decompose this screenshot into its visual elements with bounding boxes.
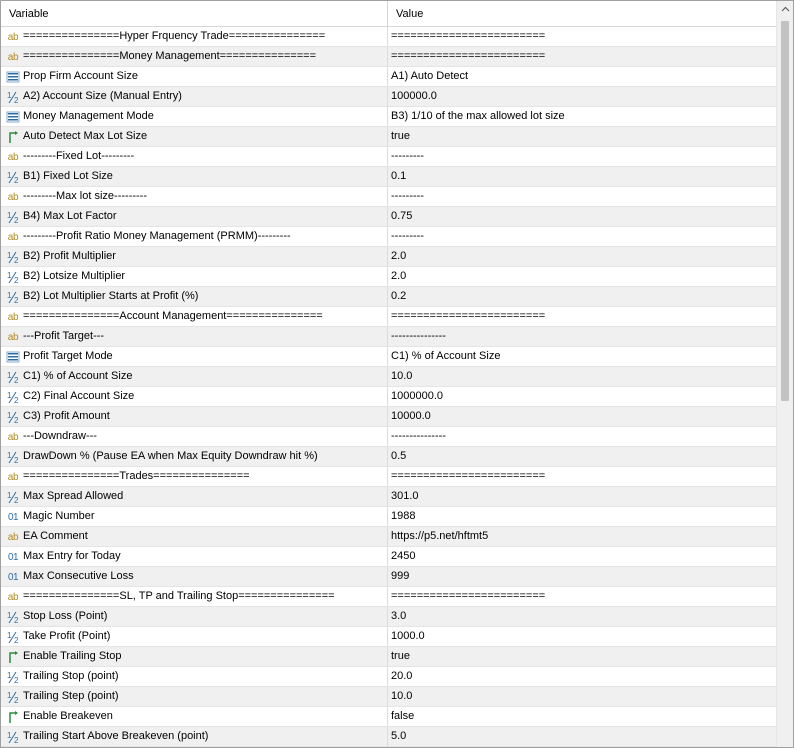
variable-cell — [1, 547, 388, 566]
value-cell[interactable]: 2450 — [391, 550, 416, 562]
variable-name: B4) Max Lot Factor — [23, 210, 117, 222]
variable-cell — [1, 207, 388, 226]
variable-name: Max Entry for Today — [23, 550, 121, 562]
variable-column-header[interactable]: Variable — [1, 1, 388, 27]
enum-type-icon — [6, 70, 20, 84]
table-row[interactable] — [1, 127, 777, 147]
value-cell[interactable]: 1000.0 — [391, 630, 425, 642]
table-row[interactable] — [1, 567, 777, 587]
vertical-scrollbar[interactable] — [776, 1, 793, 747]
bool-type-icon — [6, 130, 20, 144]
double-type-icon — [6, 630, 20, 644]
variable-cell — [1, 627, 388, 646]
string-type-icon: ab — [7, 591, 19, 603]
integer-type-icon: 01 — [7, 511, 19, 523]
table-row[interactable] — [1, 707, 777, 727]
value-cell[interactable]: B3) 1/10 of the max allowed lot size — [391, 110, 565, 122]
value-cell[interactable]: 0.5 — [391, 450, 407, 462]
variable-name: B1) Fixed Lot Size — [23, 170, 113, 182]
value-cell[interactable]: ======================== — [391, 310, 546, 322]
variable-name: ---------Profit Ratio Money Management (PRMM)--------- — [23, 230, 291, 242]
variable-name: Prop Firm Account Size — [23, 70, 138, 82]
svg-text:2: 2 — [14, 695, 19, 704]
string-type-icon: ab — [7, 311, 19, 323]
variable-name: DrawDown % (Pause EA when Max Equity Downdraw hit %) — [23, 450, 318, 462]
table-row[interactable] — [1, 227, 777, 247]
variable-cell — [1, 427, 388, 446]
variable-cell — [1, 407, 388, 426]
string-type-icon: ab — [7, 191, 19, 203]
value-cell[interactable]: C1) % of Account Size — [391, 350, 501, 362]
svg-text:2: 2 — [14, 455, 19, 464]
variable-cell — [1, 287, 388, 306]
variable-name: Enable Breakeven — [23, 710, 113, 722]
double-type-icon — [6, 610, 20, 624]
value-column-header[interactable]: Value — [396, 8, 424, 20]
table-row[interactable] — [1, 347, 777, 367]
double-type-icon — [6, 90, 20, 104]
svg-text:1: 1 — [7, 630, 12, 640]
svg-text:1: 1 — [7, 290, 12, 300]
value-cell[interactable]: ======================== — [391, 470, 546, 482]
variable-cell — [1, 87, 388, 106]
double-type-icon — [6, 670, 20, 684]
table-row[interactable] — [1, 327, 777, 347]
svg-text:1: 1 — [7, 170, 12, 180]
value-cell[interactable]: ======================== — [391, 590, 546, 602]
variable-name: ===============SL, TP and Trailing Stop=============== — [23, 590, 335, 602]
integer-type-icon: 01 — [7, 571, 19, 583]
table-row[interactable] — [1, 727, 777, 747]
table-row[interactable] — [1, 47, 777, 67]
value-cell[interactable]: --------------- — [391, 330, 446, 342]
table-row[interactable] — [1, 27, 777, 47]
string-type-icon: ab — [7, 331, 19, 343]
double-type-icon — [6, 690, 20, 704]
svg-text:2: 2 — [14, 615, 19, 624]
table-row[interactable] — [1, 147, 777, 167]
double-type-icon — [6, 450, 20, 464]
svg-text:2: 2 — [14, 95, 19, 104]
table-row[interactable] — [1, 447, 777, 467]
variable-cell — [1, 507, 388, 526]
variable-name: Profit Target Mode — [23, 350, 113, 362]
variable-cell — [1, 707, 388, 726]
svg-text:2: 2 — [14, 275, 19, 284]
variable-name: ---Downdraw--- — [23, 430, 97, 442]
svg-text:2: 2 — [14, 295, 19, 304]
enum-type-icon — [6, 110, 20, 124]
value-cell[interactable]: true — [391, 130, 410, 142]
variable-name: ===============Account Management=============== — [23, 310, 323, 322]
double-type-icon — [6, 410, 20, 424]
variable-name: B2) Lotsize Multiplier — [23, 270, 126, 282]
variable-name: ---Profit Target--- — [23, 330, 105, 342]
value-cell[interactable]: --------------- — [391, 430, 446, 442]
value-cell[interactable]: 0.2 — [391, 290, 407, 302]
integer-type-icon: 01 — [7, 551, 19, 563]
variable-cell — [1, 587, 388, 606]
table-row[interactable] — [1, 267, 777, 287]
table-row[interactable] — [1, 307, 777, 327]
variable-cell — [1, 647, 388, 666]
string-type-icon: ab — [7, 31, 19, 43]
table-row[interactable] — [1, 627, 777, 647]
variable-cell — [1, 27, 388, 46]
double-type-icon — [6, 170, 20, 184]
enum-type-icon — [6, 350, 20, 364]
variable-cell — [1, 487, 388, 506]
svg-text:1: 1 — [7, 270, 12, 280]
string-type-icon: ab — [7, 471, 19, 483]
svg-text:1: 1 — [7, 390, 12, 400]
string-type-icon: ab — [7, 531, 19, 543]
table-row[interactable] — [1, 407, 777, 427]
value-cell[interactable]: A1) Auto Detect — [391, 70, 469, 82]
table-row[interactable] — [1, 687, 777, 707]
variable-cell — [1, 607, 388, 626]
value-cell[interactable]: ======================== — [391, 50, 546, 62]
svg-text:1: 1 — [7, 90, 12, 100]
double-type-icon — [6, 730, 20, 744]
table-row[interactable] — [1, 247, 777, 267]
double-type-icon — [6, 490, 20, 504]
value-cell[interactable]: https://p5.net/hftmt5 — [391, 530, 489, 542]
svg-text:1: 1 — [7, 610, 12, 620]
svg-text:1: 1 — [7, 490, 12, 500]
table-row[interactable] — [1, 587, 777, 607]
string-type-icon: ab — [7, 151, 19, 163]
table-row[interactable] — [1, 507, 777, 527]
string-type-icon: ab — [7, 231, 19, 243]
variable-name: Stop Loss (Point) — [23, 610, 108, 622]
table-row[interactable] — [1, 387, 777, 407]
variable-cell — [1, 327, 388, 346]
variable-name: ---------Max lot size--------- — [23, 190, 148, 202]
svg-text:1: 1 — [7, 410, 12, 420]
variable-cell — [1, 447, 388, 466]
table-row[interactable] — [1, 427, 777, 447]
value-cell[interactable]: 2.0 — [391, 250, 407, 262]
table-row[interactable] — [1, 647, 777, 667]
svg-text:1: 1 — [7, 250, 12, 260]
value-cell[interactable]: 10.0 — [391, 690, 413, 702]
scrollbar-thumb[interactable] — [781, 21, 789, 401]
svg-text:2: 2 — [14, 635, 19, 644]
value-cell[interactable]: 0.75 — [391, 210, 413, 222]
bool-type-icon — [6, 650, 20, 664]
double-type-icon — [6, 370, 20, 384]
variable-name: B2) Lot Multiplier Starts at Profit (%) — [23, 290, 199, 302]
table-row[interactable] — [1, 287, 777, 307]
variable-name: Money Management Mode — [23, 110, 154, 122]
variable-name: Trailing Start Above Breakeven (point) — [23, 730, 209, 742]
variable-cell — [1, 467, 388, 486]
variable-cell — [1, 107, 388, 126]
svg-text:2: 2 — [14, 415, 19, 424]
variable-name: Trailing Stop (point) — [23, 670, 119, 682]
svg-text:2: 2 — [14, 675, 19, 684]
string-type-icon: ab — [7, 431, 19, 443]
svg-text:1: 1 — [7, 370, 12, 380]
variable-cell — [1, 67, 388, 86]
value-cell[interactable]: --------- — [391, 150, 424, 162]
value-cell[interactable]: 1988 — [391, 510, 416, 522]
value-cell[interactable]: 100000.0 — [391, 90, 437, 102]
double-type-icon — [6, 210, 20, 224]
table-row[interactable] — [1, 67, 777, 87]
value-cell[interactable]: 5.0 — [391, 730, 407, 742]
variable-name: Take Profit (Point) — [23, 630, 111, 642]
svg-text:2: 2 — [14, 395, 19, 404]
table-row[interactable] — [1, 527, 777, 547]
table-row[interactable] — [1, 187, 777, 207]
double-type-icon — [6, 270, 20, 284]
table-row[interactable] — [1, 107, 777, 127]
variable-name: EA Comment — [23, 530, 88, 542]
variable-cell — [1, 147, 388, 166]
table-row[interactable] — [1, 467, 777, 487]
double-type-icon — [6, 290, 20, 304]
variable-cell — [1, 167, 388, 186]
value-cell[interactable]: ======================== — [391, 30, 546, 42]
value-cell[interactable]: false — [391, 710, 415, 722]
value-cell[interactable]: 301.0 — [391, 490, 419, 502]
variable-cell — [1, 347, 388, 366]
variable-cell — [1, 687, 388, 706]
table-row[interactable] — [1, 487, 777, 507]
scroll-up-arrow-icon[interactable] — [777, 1, 794, 18]
svg-text:2: 2 — [14, 735, 19, 744]
value-cell[interactable]: 1000000.0 — [391, 390, 443, 402]
value-cell[interactable]: --------- — [391, 230, 424, 242]
variable-name: C3) Profit Amount — [23, 410, 110, 422]
table-row[interactable] — [1, 367, 777, 387]
variable-name: C2) Final Account Size — [23, 390, 135, 402]
svg-text:2: 2 — [14, 255, 19, 264]
variable-cell — [1, 267, 388, 286]
variable-name: Magic Number — [23, 510, 95, 522]
value-cell[interactable]: 999 — [391, 570, 410, 582]
value-cell[interactable]: 2.0 — [391, 270, 407, 282]
variable-name: ===============Money Management=============== — [23, 50, 316, 62]
svg-text:1: 1 — [7, 670, 12, 680]
svg-text:1: 1 — [7, 210, 12, 220]
table-row[interactable] — [1, 207, 777, 227]
variable-cell — [1, 127, 388, 146]
variable-cell — [1, 727, 388, 746]
double-type-icon — [6, 390, 20, 404]
svg-text:2: 2 — [14, 375, 19, 384]
variable-cell — [1, 187, 388, 206]
value-cell[interactable]: 0.1 — [391, 170, 407, 182]
variable-name: C1) % of Account Size — [23, 370, 133, 382]
variable-name: B2) Profit Multiplier — [23, 250, 116, 262]
value-cell[interactable]: --------- — [391, 190, 424, 202]
svg-text:1: 1 — [7, 690, 12, 700]
table-row[interactable] — [1, 547, 777, 567]
table-row[interactable] — [1, 87, 777, 107]
svg-text:1: 1 — [7, 450, 12, 460]
value-cell[interactable]: 10000.0 — [391, 410, 431, 422]
value-cell[interactable]: 10.0 — [391, 370, 413, 382]
variable-name: ===============Hyper Frquency Trade=============== — [23, 30, 326, 42]
variable-name: ===============Trades=============== — [23, 470, 250, 482]
variable-name: A2) Account Size (Manual Entry) — [23, 90, 182, 102]
variable-cell — [1, 247, 388, 266]
variable-name: ---------Fixed Lot--------- — [23, 150, 135, 162]
variable-cell — [1, 47, 388, 66]
table-row[interactable] — [1, 667, 777, 687]
bool-type-icon — [6, 710, 20, 724]
string-type-icon: ab — [7, 51, 19, 63]
variable-name: Auto Detect Max Lot Size — [23, 130, 148, 142]
variable-name: Enable Trailing Stop — [23, 650, 122, 662]
variable-cell — [1, 667, 388, 686]
variable-name: Max Consecutive Loss — [23, 570, 134, 582]
table-row[interactable] — [1, 607, 777, 627]
double-type-icon — [6, 250, 20, 264]
variable-cell — [1, 307, 388, 326]
value-cell[interactable]: true — [391, 650, 410, 662]
grid-header — [1, 1, 777, 27]
variable-name: Trailing Step (point) — [23, 690, 119, 702]
svg-text:2: 2 — [14, 495, 19, 504]
value-cell[interactable]: 20.0 — [391, 670, 413, 682]
value-cell[interactable]: 3.0 — [391, 610, 407, 622]
variable-cell — [1, 567, 388, 586]
variable-cell — [1, 367, 388, 386]
variable-cell — [1, 227, 388, 246]
svg-text:2: 2 — [14, 175, 19, 184]
svg-text:2: 2 — [14, 215, 19, 224]
variable-name: Max Spread Allowed — [23, 490, 124, 502]
svg-text:1: 1 — [7, 730, 12, 740]
variable-cell — [1, 527, 388, 546]
grid-rows — [1, 27, 777, 747]
variable-cell — [1, 387, 388, 406]
table-row[interactable] — [1, 167, 777, 187]
